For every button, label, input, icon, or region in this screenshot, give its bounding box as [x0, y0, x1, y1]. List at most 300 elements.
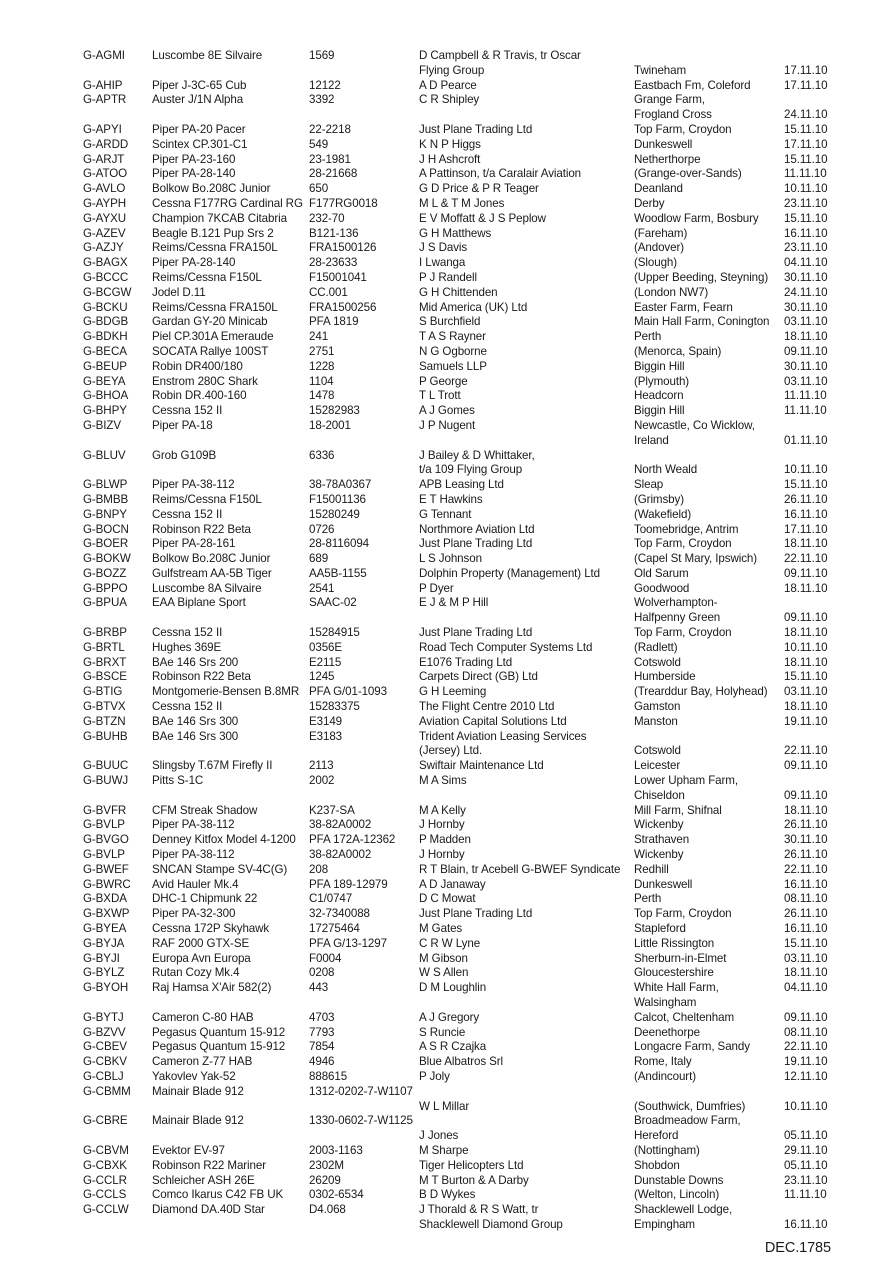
entry-date: 09.11.10 [784, 344, 828, 358]
entry-location: Stapleford [634, 922, 686, 936]
entry-registration: G-BCGW [83, 285, 132, 299]
entry-owner: M A Sims [419, 774, 467, 788]
entry-location: Wickenby [634, 818, 684, 832]
entry-aircraft-type: Piper PA-20 Pacer [152, 122, 246, 136]
entry-date: 18.11.10 [784, 581, 828, 595]
entry-location: Leicester [634, 759, 681, 773]
entry-aircraft-type: Montgomerie-Bensen B.8MR [152, 685, 300, 699]
entry-registration: G-BRBP [83, 626, 127, 640]
entry-registration: G-AZEV [83, 226, 126, 240]
register-entry [83, 1159, 843, 1174]
register-entry [83, 596, 843, 626]
entry-registration: G-CBKV [83, 1055, 127, 1069]
entry-registration: G-BPUA [83, 596, 127, 610]
entry-aircraft-type: Piper PA-23-160 [152, 152, 236, 166]
entry-date: 12.11.10 [784, 1069, 828, 1083]
register-entry [83, 93, 843, 123]
entry-construction-number: 15280249 [309, 507, 360, 521]
entry-registration: G-BAGX [83, 256, 128, 270]
entry-owner: M Gibson [419, 951, 468, 965]
entry-date: 04.11.10 [784, 256, 828, 270]
entry-date: 26.11.10 [784, 907, 828, 921]
entry-aircraft-type: Yakovlev Yak-52 [152, 1069, 236, 1083]
entry-location: Grange Farm, Frogland Cross [634, 93, 712, 122]
entry-location: Wickenby [634, 848, 684, 862]
entry-location: Twineham [634, 63, 687, 77]
entry-location: (Andover) [634, 241, 685, 255]
entry-construction-number: 7854 [309, 1040, 335, 1054]
page-folio: DEC.1785 [764, 1240, 831, 1256]
entry-construction-number: 17275464 [309, 922, 360, 936]
entry-registration: G-CCLW [83, 1203, 129, 1217]
register-entry [83, 656, 843, 671]
entry-registration: G-BCCC [83, 270, 129, 284]
entry-registration: G-BYTJ [83, 1010, 124, 1024]
entry-construction-number: B121-136 [309, 226, 359, 240]
register-entry [83, 670, 843, 685]
entry-owner: J Bailey & D Whittaker, t/a 109 Flying Group [419, 448, 535, 477]
register-entry [83, 419, 843, 449]
entry-date: 18.11.10 [784, 626, 828, 640]
entry-date: 16.11.10 [784, 507, 828, 521]
register-entry [83, 1174, 843, 1189]
entry-registration: G-BUWJ [83, 774, 129, 788]
entry-owner: G H Chittenden [419, 285, 498, 299]
entry-construction-number: 1245 [309, 670, 335, 684]
entry-date: 03.11.10 [784, 685, 828, 699]
register-entry [83, 774, 843, 804]
register-entry [83, 478, 843, 493]
entry-construction-number: PFA 172A-12362 [309, 833, 396, 847]
entry-aircraft-type: Hughes 369E [152, 640, 222, 654]
register-entry [83, 804, 843, 819]
entry-aircraft-type: Gulfstream AA-5B Tiger [152, 566, 272, 580]
entry-registration: G-BYOH [83, 981, 129, 995]
register-entry [83, 892, 843, 907]
entry-location: (Wakefield) [634, 507, 692, 521]
entry-date: 17.11.10 [784, 137, 828, 151]
entry-aircraft-type: SNCAN Stampe SV-4C(G) [152, 862, 288, 876]
entry-location: (Nottingham) [634, 1143, 700, 1157]
entry-registration: G-BVFR [83, 803, 127, 817]
entry-owner: C R Shipley [419, 93, 480, 107]
register-entry [83, 315, 843, 330]
entry-date: 17.11.10 [784, 63, 828, 77]
entry-construction-number: 2751 [309, 344, 335, 358]
entry-registration: G-CCLR [83, 1173, 127, 1187]
entry-construction-number: 0356E [309, 640, 343, 654]
entry-location: Shacklewell Lodge, Empingham [634, 1203, 733, 1231]
entry-date: 23.11.10 [784, 241, 828, 255]
entry-location: Wolverhampton- Halfpenny Green [634, 596, 721, 625]
entry-owner: Just Plane Trading Ltd [419, 907, 533, 921]
entry-construction-number: 1330-0602-7-W1125 [309, 1114, 413, 1128]
register-entry [83, 389, 843, 404]
entry-construction-number: FRA1500256 [309, 300, 377, 314]
entry-owner: D M Loughlin [419, 981, 487, 995]
entry-construction-number: 2302M [309, 1158, 344, 1172]
register-entry [83, 1040, 843, 1055]
entry-owner: J H Ashcroft [419, 152, 481, 166]
register-entry [83, 79, 843, 94]
entry-owner: Swiftair Maintenance Ltd [419, 759, 544, 773]
entry-aircraft-type: Pegasus Quantum 15-912 [152, 1040, 286, 1054]
entry-owner: M Sharpe [419, 1143, 469, 1157]
entry-construction-number: 0208 [309, 966, 335, 980]
register-entry [83, 981, 843, 1011]
entry-aircraft-type: Robin DR.400-160 [152, 389, 247, 403]
entry-location: Redhill [634, 862, 669, 876]
entry-registration: G-BUHB [83, 729, 128, 743]
entry-aircraft-type: Luscombe 8E Silvaire [152, 49, 263, 62]
entry-aircraft-type: Piper PA-32-300 [152, 907, 236, 921]
entry-owner: Just Plane Trading Ltd [419, 626, 533, 640]
entry-date: 23.11.10 [784, 196, 828, 210]
entry-construction-number: 4946 [309, 1055, 335, 1069]
entry-owner: M T Burton & A Darby [419, 1173, 529, 1187]
entry-construction-number: 28-23633 [309, 256, 358, 270]
entry-owner: P Joly [419, 1069, 450, 1083]
entry-date: 15.11.10 [784, 478, 828, 492]
entry-registration: G-BOCN [83, 522, 129, 536]
entry-date: 23.11.10 [784, 1173, 828, 1187]
entry-location: (Menorca, Spain) [634, 344, 722, 358]
entry-aircraft-type: Reims/Cessna FRA150L [152, 300, 278, 314]
entry-construction-number: F15001136 [309, 492, 366, 506]
entry-owner: D C Mowat [419, 892, 476, 906]
entry-aircraft-type: Robin DR400/180 [152, 359, 243, 373]
entry-aircraft-type: Robinson R22 Beta [152, 670, 251, 684]
register-entry [83, 1026, 843, 1041]
entry-location: (Grange-over-Sands) [634, 167, 742, 181]
entry-aircraft-type: Cessna 152 II [152, 404, 223, 418]
register-entry [83, 449, 843, 479]
entry-location: (London NW7) [634, 285, 709, 299]
register-entry [83, 715, 843, 730]
entry-registration: G-CBVM [83, 1143, 129, 1157]
entry-date: 22.11.10 [784, 552, 828, 566]
entry-date: 19.11.10 [784, 1055, 828, 1069]
register-entry [83, 1114, 843, 1144]
entry-aircraft-type: Robinson R22 Mariner [152, 1158, 266, 1172]
entry-date: 30.11.10 [784, 833, 828, 847]
entry-registration: G-BCKU [83, 300, 128, 314]
entry-date: 15.11.10 [784, 211, 828, 225]
entry-location: Perth [634, 330, 662, 344]
entry-aircraft-type: Champion 7KCAB Citabria [152, 211, 287, 225]
entry-construction-number: 3392 [309, 93, 335, 107]
entry-date: 30.11.10 [784, 300, 828, 314]
entry-date: 15.11.10 [784, 670, 828, 684]
entry-owner: The Flight Centre 2010 Ltd [419, 700, 555, 714]
entry-aircraft-type: Cameron Z-77 HAB [152, 1055, 253, 1069]
entry-location: (Trearddur Bay, Holyhead) [634, 685, 768, 699]
entry-location: Top Farm, Croydon [634, 537, 732, 551]
entry-aircraft-type: Reims/Cessna FRA150L [152, 241, 278, 255]
entry-owner: G D Price & P R Teager [419, 182, 539, 196]
entry-location: Gamston [634, 700, 681, 714]
entry-location: Headcorn [634, 389, 684, 403]
entry-location: (Southwick, Dumfries) [634, 1099, 746, 1113]
entry-registration: G-BIZV [83, 418, 122, 432]
entry-registration: G-CBXK [83, 1158, 127, 1172]
entry-owner: P Dyer [419, 581, 454, 595]
entry-location: Dunstable Downs [634, 1173, 724, 1187]
entry-construction-number: F15001041 [309, 270, 367, 284]
entry-aircraft-type: Reims/Cessna F150L [152, 492, 262, 506]
entry-aircraft-type: Denney Kitfox Model 4-1200 [152, 833, 296, 847]
register-entry [83, 626, 843, 641]
entry-aircraft-type: BAe 146 Srs 300 [152, 729, 239, 743]
entry-owner: Tiger Helicopters Ltd [419, 1158, 524, 1172]
entry-construction-number: PFA G/01-1093 [309, 685, 387, 699]
entry-registration: G-BRXT [83, 655, 127, 669]
entry-aircraft-type: Slingsby T.67M Firefly II [152, 759, 273, 773]
entry-aircraft-type: EAA Biplane Sport [152, 596, 246, 610]
entry-construction-number: 1312-0202-7-W1107 [309, 1084, 413, 1098]
entry-date: 16.11.10 [784, 922, 828, 936]
register-entry [83, 937, 843, 952]
entry-owner: Dolphin Property (Management) Ltd [419, 566, 601, 580]
register-entry [83, 49, 843, 79]
entry-owner: E V Moffatt & J S Peplow [419, 211, 546, 225]
entry-construction-number: 241 [309, 330, 329, 344]
entry-construction-number: 38-82A0002 [309, 818, 372, 832]
entry-location: Netherthorpe [634, 152, 701, 166]
entry-location: Humberside [634, 670, 696, 684]
entry-aircraft-type: Evektor EV-97 [152, 1143, 225, 1157]
entry-construction-number: 4703 [309, 1010, 335, 1024]
entry-location: Easter Farm, Fearn [634, 300, 733, 314]
entry-date: 15.11.10 [784, 936, 828, 950]
entry-owner: W L Millar [419, 1099, 470, 1113]
entry-aircraft-type: BAe 146 Srs 300 [152, 714, 239, 728]
entry-owner: G H Matthews [419, 226, 492, 240]
entry-construction-number: 26209 [309, 1173, 341, 1187]
entry-construction-number: 232-70 [309, 211, 345, 225]
entry-owner: M L & T M Jones [419, 196, 505, 210]
entry-location: (Plymouth) [634, 374, 690, 388]
entry-location: (Grimsby) [634, 492, 684, 506]
entry-date: 08.11.10 [784, 892, 828, 906]
entry-owner: S Burchfield [419, 315, 481, 329]
entry-construction-number: 2003-1163 [309, 1143, 363, 1157]
entry-date: 09.11.10 [784, 611, 828, 625]
entry-aircraft-type: Piper PA-38-112 [152, 478, 235, 492]
entry-construction-number: D4.068 [309, 1203, 346, 1217]
entry-construction-number: 1104 [309, 374, 334, 388]
entry-aircraft-type: Pitts S-1C [152, 774, 204, 788]
entry-owner: APB Leasing Ltd [419, 478, 504, 492]
entry-registration: G-AVLO [83, 182, 126, 196]
entry-registration: G-CCLS [83, 1188, 127, 1202]
entry-owner: Road Tech Computer Systems Ltd [419, 640, 593, 654]
entry-registration: G-CBEV [83, 1040, 127, 1054]
entry-aircraft-type: Cessna 172P Skyhawk [152, 922, 270, 936]
entry-registration: G-BHOA [83, 389, 129, 403]
entry-date: 16.11.10 [784, 226, 828, 240]
entry-construction-number: PFA G/13-1297 [309, 936, 387, 950]
entry-date: 05.11.10 [784, 1129, 828, 1143]
entry-owner: A D Janaway [419, 877, 486, 891]
entry-registration: G-BVGO [83, 833, 129, 847]
entry-registration: G-ATOO [83, 167, 128, 181]
entry-construction-number: 38-78A0367 [309, 478, 372, 492]
entry-aircraft-type: Reims/Cessna F150L [152, 270, 262, 284]
entry-aircraft-type: Comco Ikarus C42 FB UK [152, 1188, 284, 1202]
entry-date: 11.11.10 [784, 1188, 827, 1202]
entry-registration: G-BSCE [83, 670, 127, 684]
entry-registration: G-BWEF [83, 862, 129, 876]
entry-owner: T A S Rayner [419, 330, 486, 344]
register-entry [83, 493, 843, 508]
entry-registration: G-BXDA [83, 892, 127, 906]
entry-date: 15.11.10 [784, 122, 828, 136]
register-entry [83, 360, 843, 375]
entry-construction-number: SAAC-02 [309, 596, 357, 610]
entry-construction-number: 22-2218 [309, 122, 351, 136]
entry-owner: A D Pearce [419, 78, 477, 92]
entry-date: 11.11.10 [784, 404, 827, 418]
register-entry [83, 241, 843, 256]
entry-date: 04.11.10 [784, 981, 828, 995]
entry-location: White Hall Farm, Walsingham [634, 981, 719, 1009]
entry-location: Newcastle, Co Wicklow, Ireland [634, 418, 755, 447]
entry-registration: G-AHIP [83, 78, 123, 92]
entry-construction-number: 12122 [309, 78, 341, 92]
entry-aircraft-type: Enstrom 280C Shark [152, 374, 258, 388]
entry-location: (Upper Beeding, Steyning) [634, 270, 769, 284]
entry-owner: N G Ogborne [419, 344, 487, 358]
entry-registration: G-BNPY [83, 507, 127, 521]
entry-owner: Just Plane Trading Ltd [419, 537, 533, 551]
entry-owner: D Campbell & R Travis, tr Oscar Flying Group [419, 49, 581, 77]
entry-date: 22.11.10 [784, 744, 828, 758]
entry-date: 26.11.10 [784, 818, 828, 832]
entry-owner: L S Johnson [419, 552, 482, 566]
entry-aircraft-type: Bolkow Bo.208C Junior [152, 182, 271, 196]
register-entry [83, 256, 843, 271]
register-entry [83, 552, 843, 567]
entry-registration: G-APTR [83, 93, 127, 107]
entry-registration: G-BUUC [83, 759, 129, 773]
entry-aircraft-type: Pegasus Quantum 15-912 [152, 1025, 286, 1039]
register-entry [83, 1070, 843, 1085]
entry-aircraft-type: Piper PA-18 [152, 418, 213, 432]
entry-location: Calcot, Cheltenham [634, 1010, 735, 1024]
entry-owner: E T Hawkins [419, 492, 483, 506]
register-entry [83, 907, 843, 922]
entry-date: 09.11.10 [784, 566, 828, 580]
entry-registration: G-BXWP [83, 907, 130, 921]
entry-construction-number: 15284915 [309, 626, 360, 640]
entry-construction-number: 549 [309, 137, 329, 151]
entry-construction-number: E3183 [309, 729, 343, 743]
entry-aircraft-type: Mainair Blade 912 [152, 1114, 244, 1128]
entry-registration: G-BOZZ [83, 566, 127, 580]
entry-construction-number: K237-SA [309, 803, 355, 817]
entry-construction-number: 7793 [309, 1025, 335, 1039]
entry-location: Gloucestershire [634, 966, 714, 980]
entry-aircraft-type: BAe 146 Srs 200 [152, 655, 239, 669]
entry-registration: G-BYEA [83, 922, 127, 936]
entry-construction-number: 0302-6534 [309, 1188, 364, 1202]
entry-date: 17.11.10 [784, 522, 828, 536]
entry-location: Deanland [634, 182, 683, 196]
entry-registration: G-BOKW [83, 552, 131, 566]
entry-location: Main Hall Farm, Conington [634, 315, 770, 329]
entry-registration: G-BWRC [83, 877, 131, 891]
entry-owner: A S R Czajka [419, 1040, 487, 1054]
entry-date: 11.11.10 [784, 167, 827, 181]
entry-construction-number: 208 [309, 862, 329, 876]
entry-owner: K N P Higgs [419, 137, 481, 151]
entry-location: Sleap [634, 478, 664, 492]
entry-aircraft-type: Piper PA-28-140 [152, 256, 236, 270]
entry-construction-number: AA5B-1155 [309, 566, 367, 580]
entry-date: 19.11.10 [784, 714, 828, 728]
entry-owner: B D Wykes [419, 1188, 476, 1202]
entry-registration: G-BYJI [83, 951, 120, 965]
entry-construction-number: 443 [309, 981, 329, 995]
entry-aircraft-type: Schleicher ASH 26E [152, 1173, 255, 1187]
entry-registration: G-BVLP [83, 818, 125, 832]
entry-construction-number: PFA 189-12979 [309, 877, 388, 891]
entry-location: Little Rissington [634, 936, 715, 950]
entry-location: Broadmeadow Farm, Hereford [634, 1114, 741, 1143]
register-entry [83, 271, 843, 286]
entry-location: Perth [634, 892, 662, 906]
register-entry [83, 685, 843, 700]
entry-date: 18.11.10 [784, 537, 828, 551]
entry-registration: G-BOER [83, 537, 129, 551]
entry-registration: G-AGMI [83, 49, 125, 62]
register-entry [83, 833, 843, 848]
entry-date: 09.11.10 [784, 788, 828, 802]
entry-date: 09.11.10 [784, 1010, 828, 1024]
entry-owner: Trident Aviation Leasing Services (Jersey) Ltd. [419, 729, 587, 758]
entry-registration: G-BTZN [83, 714, 126, 728]
entry-owner: R T Blain, tr Acebell G-BWEF Syndicate [419, 862, 621, 876]
entry-aircraft-type: DHC-1 Chipmunk 22 [152, 892, 258, 906]
entry-location: Cotswold [634, 655, 681, 669]
register-entry [83, 1188, 843, 1203]
entry-registration: G-BRTL [83, 640, 125, 654]
entry-date: 18.11.10 [784, 330, 828, 344]
entry-location: Top Farm, Croydon [634, 626, 732, 640]
aircraft-register-list [83, 49, 843, 1233]
register-entry [83, 138, 843, 153]
entry-construction-number: PFA 1819 [309, 315, 359, 329]
entry-construction-number: 23-1981 [309, 152, 351, 166]
entry-location: Goodwood [634, 581, 690, 595]
entry-date: 03.11.10 [784, 374, 828, 388]
entry-construction-number: 2113 [309, 759, 334, 773]
entry-date: 10.11.10 [784, 1099, 828, 1113]
entry-construction-number: 38-82A0002 [309, 848, 372, 862]
entry-registration: G-BYJA [83, 936, 125, 950]
entry-aircraft-type: Cessna 152 II [152, 507, 223, 521]
entry-aircraft-type: Gardan GY-20 Minicab [152, 315, 268, 329]
entry-aircraft-type: Cessna F177RG Cardinal RG [152, 196, 303, 210]
entry-date: 26.11.10 [784, 848, 828, 862]
entry-location: Cotswold [634, 744, 681, 758]
entry-location: Dunkeswell [634, 877, 693, 891]
entry-location: (Welton, Lincoln) [634, 1188, 720, 1202]
entry-aircraft-type: CFM Streak Shadow [152, 803, 258, 817]
entry-construction-number: 1569 [309, 49, 335, 62]
entry-construction-number: F177RG0018 [309, 196, 378, 210]
